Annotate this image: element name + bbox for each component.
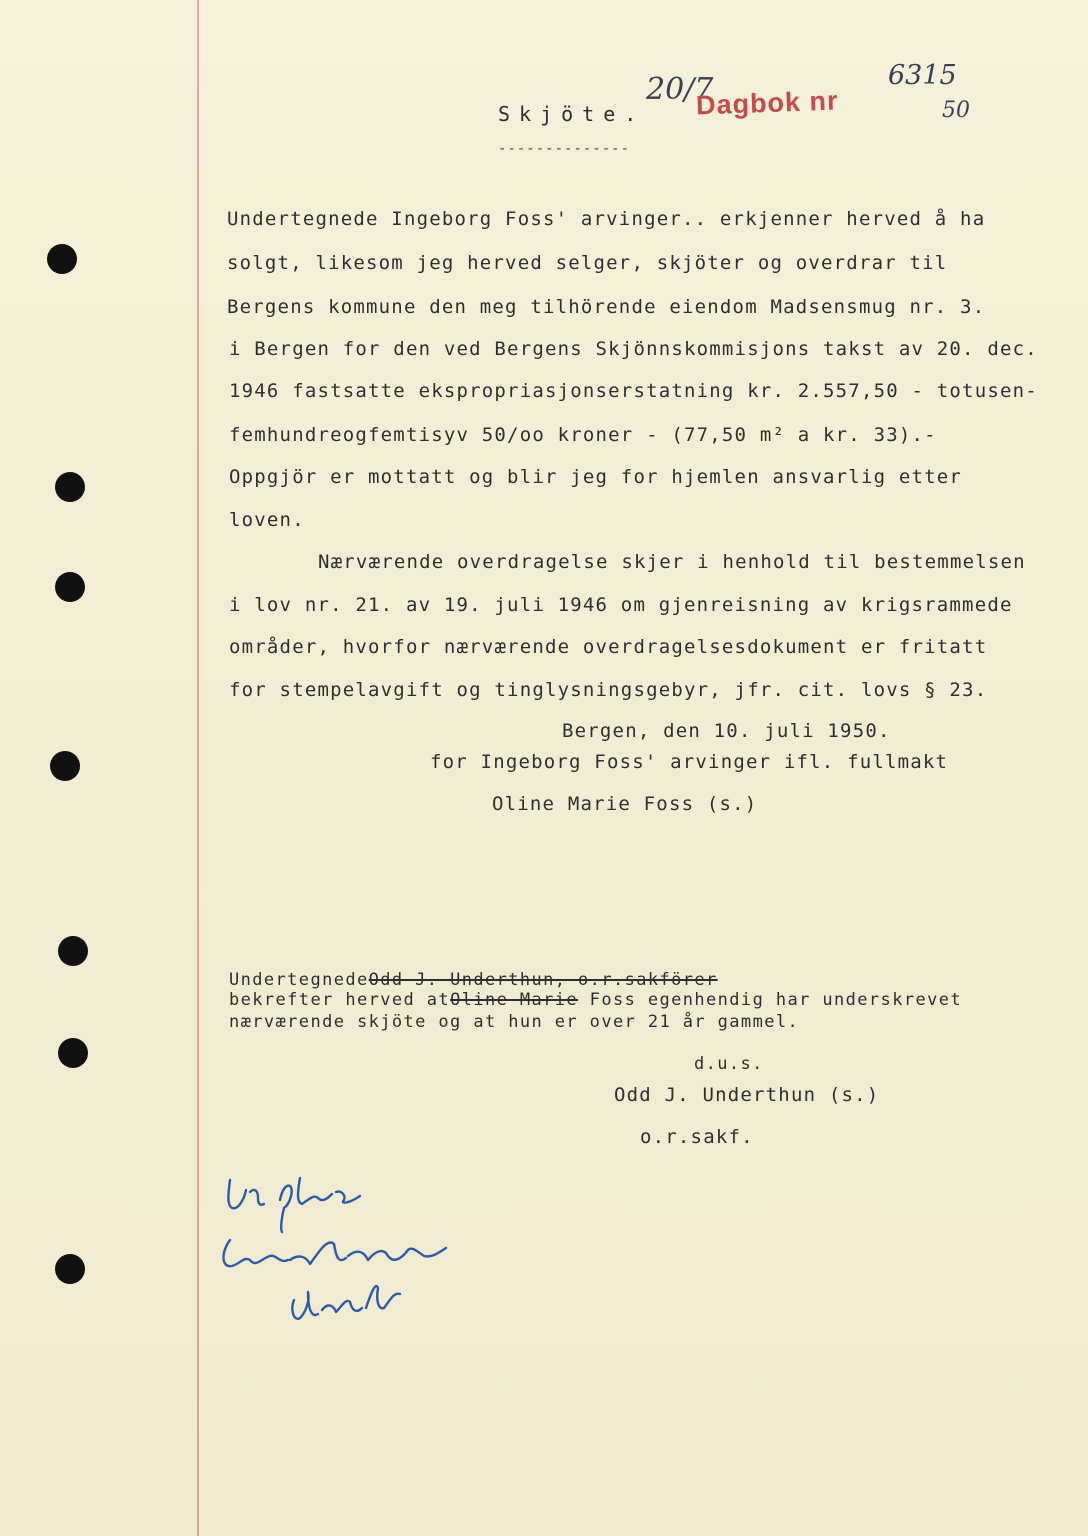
attestation-text-b: Foss egenhendig har underskrevet xyxy=(578,990,962,1010)
closing-abbrev: d.u.s. xyxy=(694,1054,764,1074)
attestation-line-3: nærværende skjöte og at hun er over 21 år gammel. xyxy=(229,1012,800,1032)
body-line: områder, hvorfor nærværende overdragelsesdokument er fritatt xyxy=(229,636,988,658)
punch-hole xyxy=(58,936,88,966)
body-line: Nærværende overdragelse skjer i henhold til bestemmelsen xyxy=(318,551,1026,573)
margin-rule xyxy=(197,0,199,1536)
title-underline: -------------- xyxy=(498,141,631,157)
punch-hole xyxy=(58,1038,88,1068)
signer-name: Oline Marie Foss (s.) xyxy=(492,793,758,815)
body-line: loven. xyxy=(229,509,305,531)
diary-stamp xyxy=(696,86,840,122)
attestation-prefix: Undertegnede xyxy=(229,970,369,990)
attester-name: Odd J. Underthun (s.) xyxy=(614,1084,880,1106)
punch-hole xyxy=(55,572,85,602)
punch-hole xyxy=(55,472,85,502)
punch-hole xyxy=(55,1254,85,1284)
attestation-text-a: bekrefter herved at xyxy=(229,990,451,1010)
punch-hole xyxy=(50,751,80,781)
stamp-label: Dagbok nr xyxy=(695,85,839,121)
body-line: Oppgjör er mottatt og blir jeg for hjemlen ansvarlig etter xyxy=(229,466,963,488)
diary-year: 50 xyxy=(942,98,970,123)
body-line: solgt, likesom jeg herved selger, skjöter og overdrar til xyxy=(227,252,948,274)
body-line: 1946 fastsatte ekspropriasjonserstatning kr. 2.557,50 - totusen- xyxy=(229,380,1038,402)
attestation-line-1 xyxy=(229,970,718,990)
body-line: for stempelavgift og tinglysningsgebyr, jfr. cit. lovs § 23. xyxy=(229,679,988,701)
punch-hole xyxy=(47,244,77,274)
body-line: i lov nr. 21. av 19. juli 1946 om gjenreisning av krigsrammede xyxy=(229,594,1013,616)
body-line: Undertegnede Ingeborg Foss' arvinger.. erkjenner herved å ha xyxy=(227,208,986,230)
attester-title: o.r.sakf. xyxy=(640,1126,754,1148)
on-behalf-line: for Ingeborg Foss' arvinger ifl. fullmakt xyxy=(430,751,949,773)
struck-given-name: Oline Marie xyxy=(450,990,579,1010)
place-date: Bergen, den 10. juli 1950. xyxy=(562,720,891,742)
body-line: femhundreogfemtisyv 50/oo kroner - (77,50 m² a kr. 33).- xyxy=(229,424,937,446)
document-title: Skjöte. xyxy=(498,102,646,126)
struck-name: Odd J. Underthun, o.r.sakförer xyxy=(368,970,718,990)
handwritten-signature xyxy=(210,1160,500,1340)
body-line: Bergens kommune den meg tilhörende eiendom Madsensmug nr. 3. xyxy=(227,296,986,318)
body-line: i Bergen for den ved Bergens Skjönnskommisjons takst av 20. dec. xyxy=(229,338,1038,360)
handwritten-date: 20/7 xyxy=(646,72,714,107)
attestation-line-2 xyxy=(229,990,962,1010)
diary-number: 6315 xyxy=(888,60,957,91)
